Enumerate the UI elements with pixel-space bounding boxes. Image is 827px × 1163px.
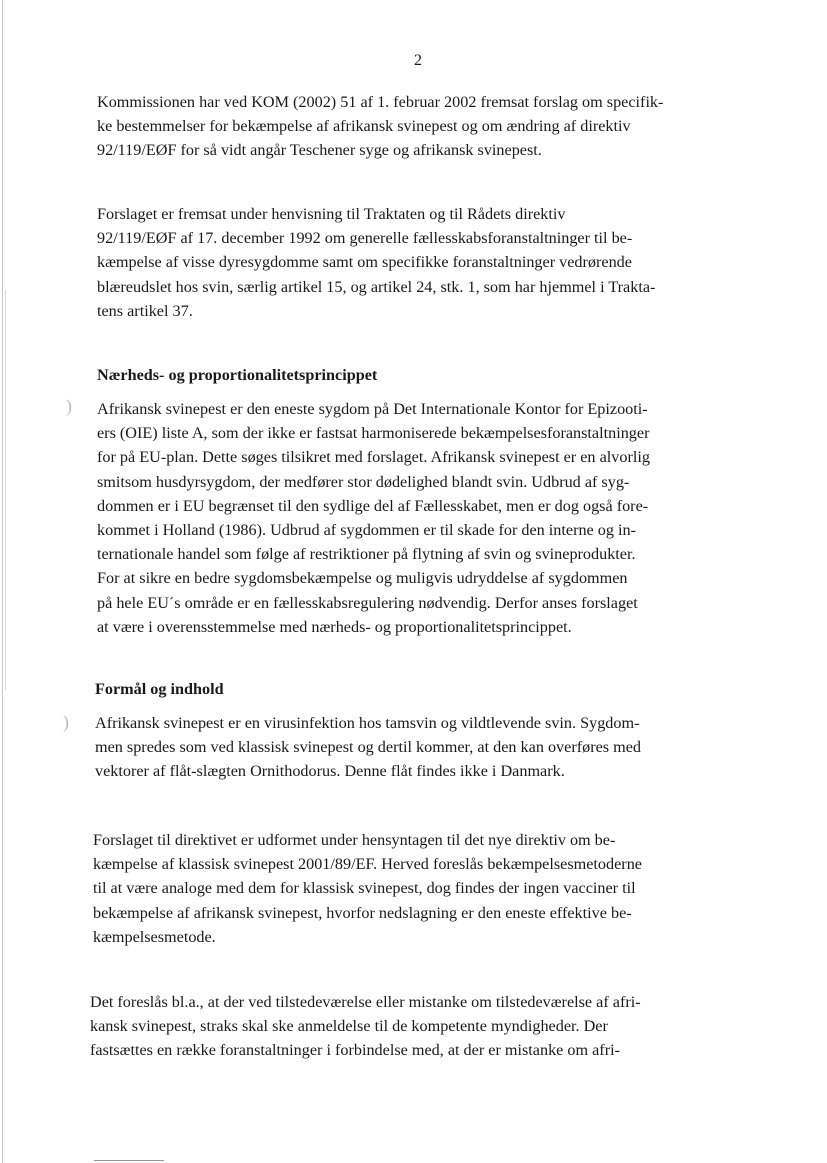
paragraph-legal-basis [97, 202, 735, 323]
paragraph-notification [90, 990, 730, 1063]
text-line: tens artikel 37. [97, 301, 193, 320]
paragraph-intro [97, 90, 735, 163]
text-line: kommet i Holland (1986). Udbrud af sygdommen er til skade for den interne og in- [97, 521, 637, 540]
text-line: smitsom husdyrsygdom, der medfører stor dødelighed blandt svin. Udbrud af syg- [97, 472, 630, 491]
text-line: men spredes som ved klassisk svinepest og dertil kommer, at den kan overføres med [95, 738, 642, 757]
text-line: 92/119/EØF for så vidt angår Teschener syge og afrikansk svinepest. [97, 141, 542, 160]
text-line: blæreudslet hos svin, særlig artikel 15, og artikel 24, stk. 1, som har hjemmel i Trakta- [97, 277, 656, 296]
text-line: ternationale handel som følge af restriktioner på flytning af svin og svineprodukter. [97, 545, 636, 564]
text-line: kæmpelsesmetode. [93, 927, 216, 946]
footer-rule [94, 1160, 164, 1161]
text-line: ke bestemmelser for bekæmpelse af afrikansk svinepest og om ændring af direktiv [97, 117, 631, 136]
text-line: kansk svinepest, straks skal ske anmeldelse til de kompetente myndigheder. Der [90, 1017, 608, 1036]
paragraph-directive [93, 828, 735, 949]
text-line: kæmpelse af klassisk svinepest 2001/89/EF. Herved foreslås bekæmpelsesmetoderne [93, 855, 642, 874]
text-line: ers (OIE) liste A, som der ikke er fastsat harmoniserede bekæmpelsesforanstaltninger [97, 424, 650, 443]
scan-mark: ) [63, 712, 69, 732]
text-line: på hele EU´s område er en fællesskabsregulering nødvendig. Derfor anses forslaget [97, 593, 638, 612]
text-line: vektorer af flåt-slægten Ornithodorus. Denne flåt findes ikke i Danmark. [95, 762, 565, 781]
text-line: Det foreslås bl.a., at der ved tilstedeværelse eller mistanke om tilstedeværelse af afri- [90, 993, 641, 1011]
text-line: Forslaget er fremsat under henvisning til Traktaten og til Rådets direktiv [97, 205, 566, 223]
scan-edge-line [2, 0, 3, 1163]
text-line: Afrikansk svinepest er en virusinfektion hos tamsvin og vildtlevende svin. Sygdom- [95, 714, 640, 732]
text-line: kæmpelse af visse dyresygdomme samt om specifikke foranstaltninger vedrørende [97, 253, 632, 272]
text-line: Forslaget til direktivet er udformet under hensyntagen til det nye direktiv om be- [93, 831, 616, 849]
text-line: Afrikansk svinepest er den eneste sygdom på Det Internationale Kontor for Epizooti- [97, 400, 648, 418]
text-line: dommen er i EU begrænset til den sydlige del af Fællesskabet, men er dog også fore- [97, 496, 649, 515]
paragraph-subsidiarity [97, 397, 735, 639]
page-number: 2 [414, 52, 422, 69]
section-heading: Formål og indhold [95, 680, 224, 698]
text-line: til at være analoge med dem for klassisk svinepest, dog findes der ingen vacciner til [93, 879, 636, 898]
paragraph-purpose [95, 711, 735, 784]
text-line: Kommissionen har ved KOM (2002) 51 af 1. februar 2002 fremsat forslag om specifik- [97, 93, 664, 111]
text-line: for på EU-plan. Dette søges tilsikret med forslaget. Afrikansk svinepest er en alvorlig [97, 448, 650, 467]
text-line: For at sikre en bedre sygdomsbekæmpelse og muligvis udryddelse af sygdommen [97, 569, 628, 588]
text-line: fastsættes en række foranstaltninger i forbindelse med, at der er mistanke om afri- [90, 1041, 620, 1060]
section-heading: Nærheds- og proportionalitetsprincippet [97, 366, 378, 384]
scan-mark: ) [66, 396, 72, 416]
scan-edge-line [5, 290, 6, 690]
text-line: 92/119/EØF af 17. december 1992 om generelle fællesskabsforanstaltninger til be- [97, 229, 633, 248]
text-line: at være i overensstemmelse med nærheds- og proportionalitetsprincippet. [97, 617, 572, 636]
text-line: bekæmpelse af afrikansk svinepest, hvorfor nedslagning er den eneste effektive be- [93, 903, 632, 922]
